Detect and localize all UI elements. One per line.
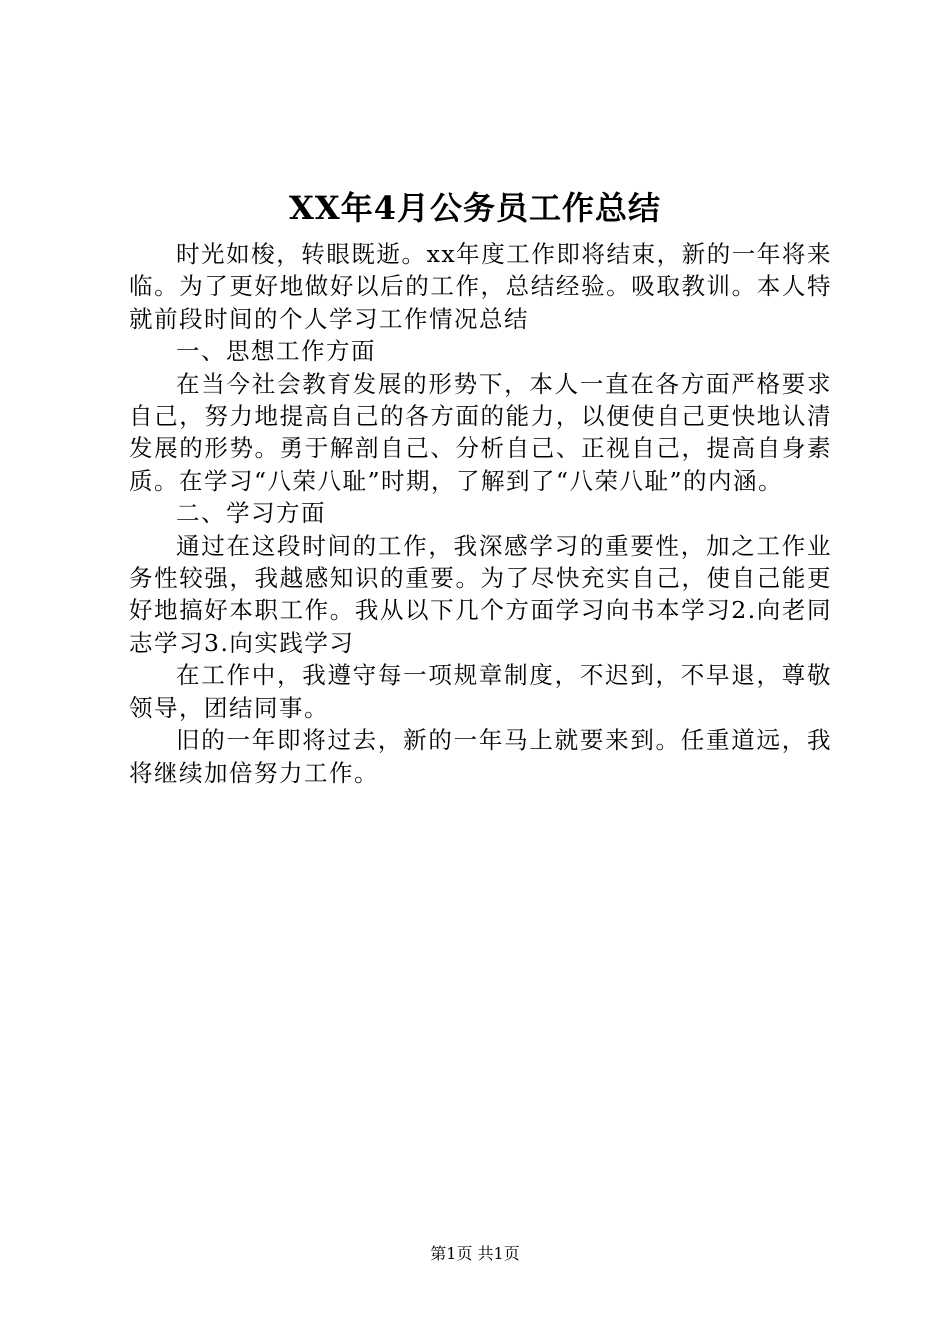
document-body	[129, 238, 832, 789]
paragraph-study: 通过在这段时间的工作，我深感学习的重要性，加之工作业务性较强，我越感知识的重要。为了尽快充实自己，使自己能更好地搞好本职工作。我从以下几个方面学习向书本学习2.向老同志学习3.向实践学习	[129, 531, 832, 657]
section-heading-thought: 一、思想工作方面	[176, 337, 376, 366]
section-heading-study: 二、学习方面	[176, 499, 326, 528]
paragraph-thought: 在当今社会教育发展的形势下，本人一直在各方面严格要求自己，努力地提高自己的各方面的能力，以便使自己更快地认清发展的形势。勇于解剖自己、分析自己、正视自己，提高自身素质。在学习“八荣八耻”时期，了解到了“八荣八耻”的内涵。	[129, 369, 832, 495]
paragraph-work: 在工作中，我遵守每一项规章制度，不迟到，不早退，尊敬领导，团结同事。	[129, 661, 832, 722]
document-title: XX年4月公务员工作总结	[289, 189, 661, 227]
paragraph-intro: 时光如梭，转眼既逝。xx年度工作即将结束，新的一年将来临。为了更好地做好以后的工作，总结经验。吸取教训。本人特就前段时间的个人学习工作情况总结	[129, 240, 832, 333]
page-footer: 第1页 共1页	[430, 1244, 520, 1263]
paragraph-conclusion: 旧的一年即将过去，新的一年马上就要来到。任重道远，我将继续加倍努力工作。	[129, 726, 832, 787]
